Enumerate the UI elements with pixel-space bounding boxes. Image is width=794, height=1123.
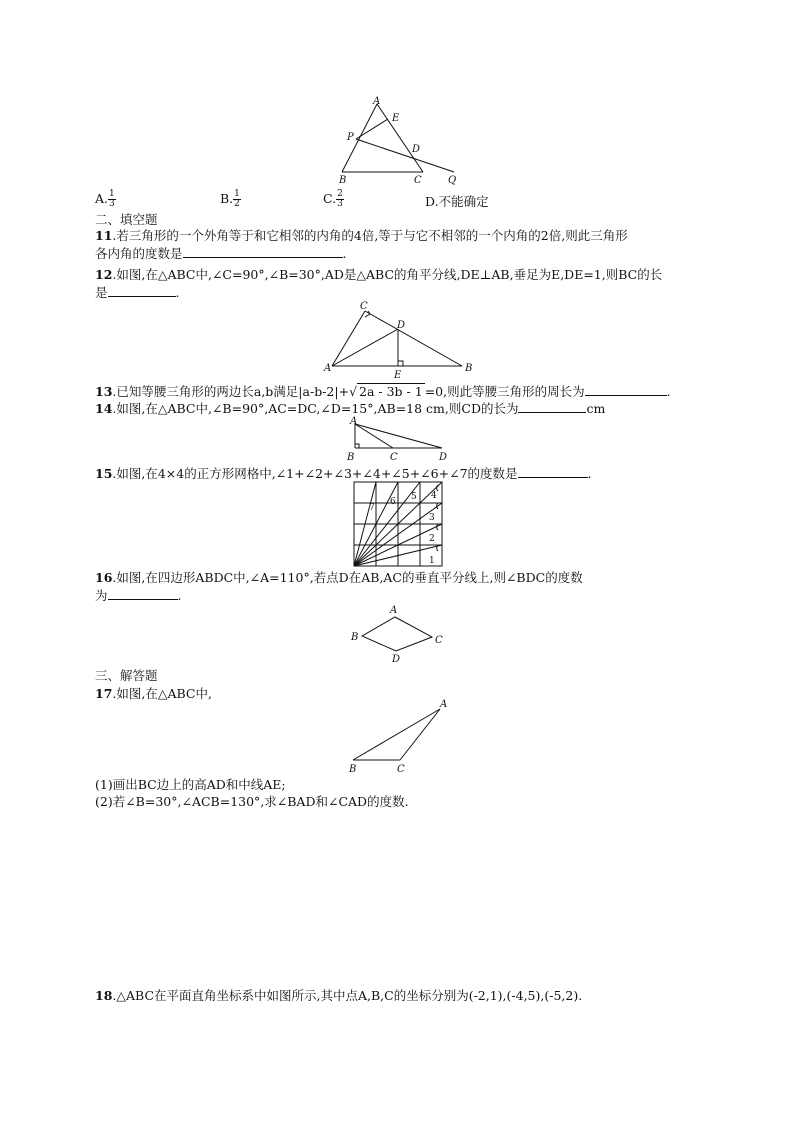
label-Q: Q — [448, 175, 457, 186]
question-17-part-2: (2)若∠B=30°,∠ACB=130°,求∠BAD和∠CAD的度数. — [95, 794, 409, 809]
answer-blank-15[interactable] — [518, 465, 588, 478]
question-12-cont: 是 . — [95, 285, 180, 300]
label-A: A — [390, 605, 398, 616]
label-A: A — [373, 96, 381, 107]
label-E: E — [394, 370, 402, 381]
option-d: D.不能确定 — [425, 194, 489, 209]
answer-blank-11[interactable] — [183, 245, 343, 258]
answer-blank-13[interactable] — [585, 383, 667, 396]
option-a: A. $\frac{1}{3}$ — [95, 189, 115, 209]
label-B: B — [351, 632, 359, 643]
angle-label-2: 2 — [429, 534, 435, 544]
option-c: C. $\frac{2}{3}$ — [323, 189, 343, 209]
question-17: 17.如图,在△ABC中, — [95, 686, 212, 701]
question-18: 18.△ABC在平面直角坐标系中如图所示,其中点A,B,C的坐标分别为(-2,1),(-4,5),(-5,2). — [95, 988, 583, 1003]
label-A: A — [350, 416, 358, 427]
label-A: A — [440, 699, 448, 710]
answer-blank-12[interactable] — [108, 284, 176, 297]
angle-label-1: 1 — [429, 556, 435, 566]
question-15: 15.如图,在4×4的正方形网格中,∠1+∠2+∠3+∠4+∠5+∠6+∠7的度数是 . — [95, 466, 592, 481]
label-C: C — [397, 764, 405, 775]
question-13: 13.已知等腰三角形的两边长a,b满足|a-b-2|+√ 2a - 3b - 1 =0,则此等腰三角形的周长为 . — [95, 384, 671, 399]
answer-blank-16[interactable] — [108, 587, 178, 600]
angle-label-7: 7 — [369, 503, 375, 513]
label-A: A — [324, 363, 332, 374]
answer-blank-14[interactable] — [518, 400, 586, 413]
label-C: C — [360, 301, 368, 312]
angle-label-6: 6 — [390, 497, 396, 507]
label-P: P — [347, 132, 354, 143]
label-D: D — [439, 452, 448, 463]
q12-triangle-figure — [322, 298, 482, 383]
label-E: E — [392, 113, 400, 124]
label-D: D — [397, 320, 406, 331]
question-16: 16.如图,在四边形ABDC中,∠A=110°,若点D在AB,AC的垂直平分线上,则∠BDC的度数 — [95, 570, 583, 585]
angle-label-3: 3 — [429, 513, 435, 523]
section-answer-title: 三、解答题 — [95, 668, 158, 683]
label-B: B — [347, 452, 355, 463]
question-17-part-1: (1)画出BC边上的高AD和中线AE; — [95, 777, 286, 792]
label-C: C — [414, 175, 422, 186]
q16-quadrilateral-figure — [348, 603, 448, 665]
option-b: B. $\frac{1}{2}$ — [220, 189, 240, 209]
question-11: 11.若三角形的一个外角等于和它相邻的内角的4倍,等于与它不相邻的一个内角的2倍,则此三角形 — [95, 228, 628, 243]
q14-triangle-figure — [345, 415, 455, 465]
label-D: D — [392, 654, 401, 665]
label-B: B — [349, 764, 357, 775]
angle-label-5: 5 — [411, 492, 417, 502]
angle-label-4: 4 — [431, 491, 437, 501]
label-B: B — [465, 363, 473, 374]
top-triangle-figure — [330, 95, 470, 190]
question-14: 14.如图,在△ABC中,∠B=90°,AC=DC,∠D=15°,AB=18 cm,则CD的长为 cm — [95, 401, 606, 416]
label-B: B — [339, 175, 347, 186]
q15-grid-figure — [353, 481, 445, 569]
q17-triangle-figure — [345, 697, 455, 777]
section-fill-in-title: 二、填空题 — [95, 212, 158, 227]
question-16-cont: 为 . — [95, 588, 182, 603]
label-D: D — [412, 144, 421, 155]
label-C: C — [390, 452, 398, 463]
question-11-cont: 各内角的度数是 . — [95, 246, 347, 261]
question-12: 12.如图,在△ABC中,∠C=90°,∠B=30°,AD是△ABC的角平分线,DE⊥AB,垂足为E,DE=1,则BC的长 — [95, 267, 663, 282]
label-C: C — [435, 635, 443, 646]
